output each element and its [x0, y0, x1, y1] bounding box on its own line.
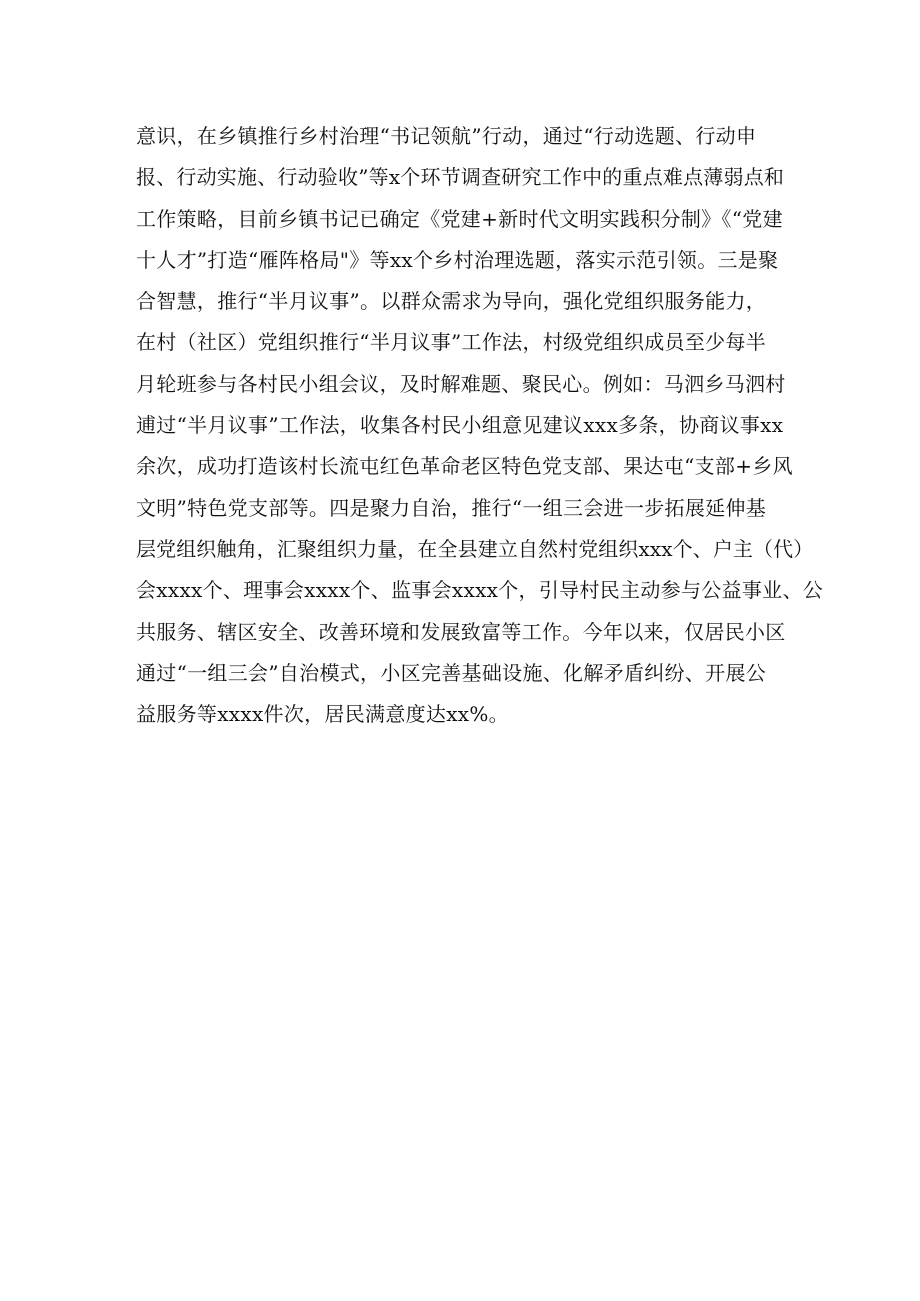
text-line-5: 合智慧，推行“半月议事”。以群众需求为导向，强化党组织服务能力， — [136, 289, 767, 314]
text-line-9: 余次，成功打造该村长流屯红色革命老区特色党支部、果达屯“支部+乡风 — [136, 454, 793, 479]
text-line-10: 文明”特色党支部等。四是聚力自治，推行“一组三会进一步拓展延伸基 — [136, 495, 767, 520]
text-line-13: 共服务、辖区安全、改善环境和发展致富等工作。今年以来，仅居民小区 — [136, 619, 786, 644]
text-line-1: 意识，在乡镇推行乡村治理“书记领航”行动，通过“行动选题、行动申 — [136, 124, 757, 148]
text-line-8: 逋过“半月议事”工作法，收集各村民小组意见建议xxx多条，协商议事xx — [136, 413, 784, 438]
text-line-15: 益服务等xxxx件次，居民满意度达xx%。 — [136, 702, 509, 727]
text-line-12: 会xxxx个、理事会xxxx个、监事会xxxx个，引导村民主动参与公益事业、公 — [136, 578, 824, 603]
text-line-7: 月轮班参与各村民小组会议，及时解难题、聚民心。例如：马泗乡马泗村 — [136, 371, 786, 396]
body-paragraph — [136, 116, 824, 735]
text-line-4: 十人才”打造“雁阵格局"》等xx个乡村治理选题，落实示范引领。三是聚 — [136, 247, 779, 272]
text-line-11: 层党组织触角，汇聚组织力量，在全县建立自然村党组织xxx个、户主（代） — [136, 536, 814, 561]
text-line-3: 工作策略，目前乡镇书记已确定《党建+新时代文明实践积分制》《“党建 — [136, 206, 783, 231]
text-line-6: 在村（社区）党组织推行“半月议事”工作法，村级党组织成员至少每半 — [136, 330, 767, 355]
text-line-14: 通过“一组三会”自治模式，小区完善基础设施、化解矛盾纠纷、开展公 — [136, 660, 767, 685]
text-line-2: 报、行动实施、行动验收”等x个环节调查研究工作中的重点难点薄弱点和 — [136, 165, 785, 190]
